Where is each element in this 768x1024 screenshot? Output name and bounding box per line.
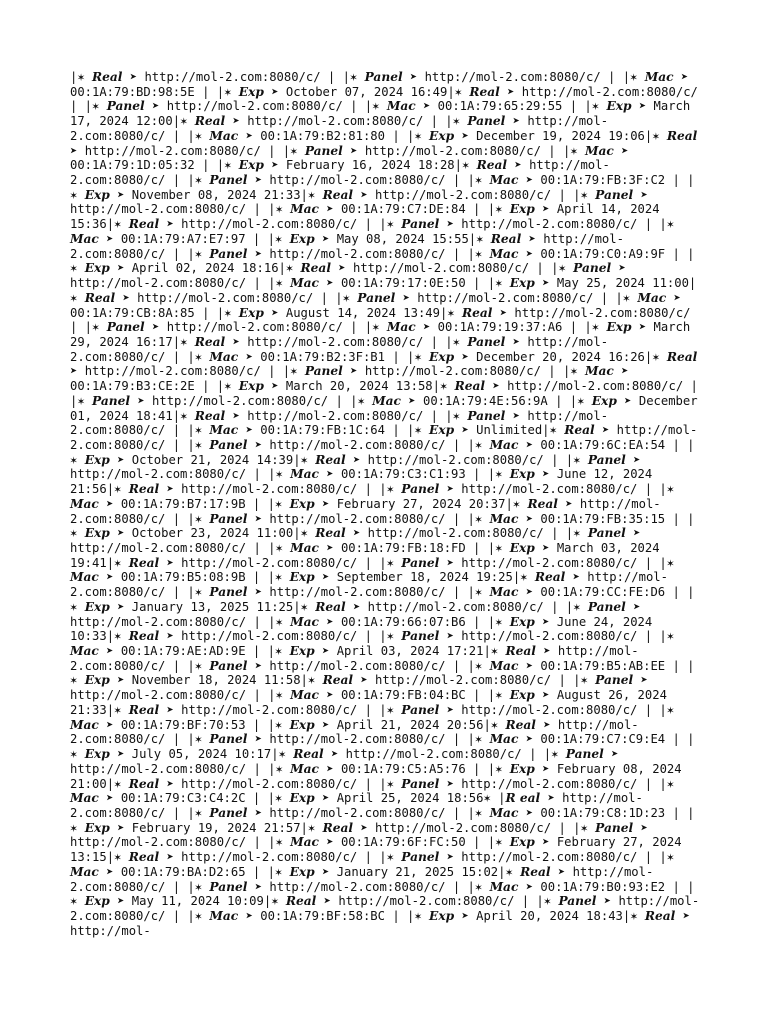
server-url-link[interactable]: http://mol-2.com:8080/c/ bbox=[375, 673, 552, 688]
panel-label: Panel bbox=[401, 702, 440, 717]
panel-label: Panel bbox=[401, 850, 440, 865]
panel-label: Panel bbox=[587, 526, 626, 541]
real-label: Real bbox=[128, 555, 160, 570]
expiry-date: April 02, 2024 18:16 bbox=[131, 261, 279, 276]
exp-label: Exp bbox=[289, 644, 315, 659]
real-label: Real bbox=[315, 599, 346, 614]
server-url-link[interactable]: http://mol-2.com:8080/c/ bbox=[181, 555, 358, 570]
exp-label: Exp bbox=[84, 261, 110, 276]
exp-label: Exp bbox=[289, 717, 315, 732]
mac-label: Mac bbox=[70, 717, 99, 732]
server-url-link[interactable]: http://mol-2.com:8080/c/ bbox=[514, 305, 691, 320]
panel-label: Panel bbox=[587, 452, 626, 467]
real-label: Real bbox=[315, 526, 346, 541]
mac-label: Mac bbox=[290, 467, 319, 482]
mac-label: Mac bbox=[386, 320, 416, 335]
expiry-date: October 21, 2024 14:39 bbox=[131, 452, 294, 467]
panel-label: Panel bbox=[357, 290, 396, 305]
panel-label: Panel bbox=[467, 408, 506, 423]
server-url-link[interactable]: http://mol-2.com:8080/c/ bbox=[70, 791, 643, 820]
panel-url-link[interactable]: http://mol-2.com:8080/c/ bbox=[70, 894, 700, 923]
real-label: Real bbox=[194, 334, 226, 349]
expiry-date: June 12, 2024 21:56 bbox=[70, 467, 653, 497]
mac-label: Mac bbox=[290, 541, 319, 555]
expiry-date: March 29, 2024 16:17 bbox=[70, 320, 691, 349]
real-label: Real bbox=[128, 217, 160, 232]
mac-address: 00:1A:79:C0:A9:9F bbox=[540, 246, 666, 261]
server-url-link[interactable]: http://mol-2.com:8080/c/ bbox=[70, 717, 639, 747]
server-url-link[interactable]: http://mol-2.com:8080/c/ bbox=[345, 747, 522, 762]
real-label: Real bbox=[128, 776, 160, 791]
expiry-date: April 21, 2024 20:56 bbox=[336, 717, 484, 732]
exp-label: Exp bbox=[238, 305, 264, 320]
panel-url-link[interactable]: http://mol-2.com:8080/c/ bbox=[70, 467, 247, 482]
exp-label: Exp bbox=[509, 202, 535, 217]
exp-label: Exp bbox=[429, 908, 455, 923]
expiry-date: December 01, 2024 18:41 bbox=[70, 393, 698, 423]
panel-url-link[interactable]: http://mol-2.com:8080/c/ bbox=[70, 688, 247, 703]
mac-address: 00:1A:79:AE:AD:9E bbox=[120, 644, 246, 659]
server-url-link[interactable]: http://mol-2.com:8080/c/ bbox=[70, 231, 624, 261]
exp-label: Exp bbox=[84, 747, 110, 762]
panel-label: Panel bbox=[595, 820, 634, 835]
server-url-link[interactable]: http://mol-2.com:8080/c/ bbox=[507, 379, 684, 394]
expiry-date: August 26, 2024 21:33 bbox=[70, 688, 667, 717]
panel-url-link[interactable]: http://mol-2.com:8080/c/ bbox=[70, 276, 247, 291]
mac-label: Mac bbox=[489, 173, 519, 188]
mac-address: 00:1A:79:BA:D2:65 bbox=[120, 864, 246, 879]
exp-label: Exp bbox=[84, 187, 110, 202]
mac-address: 00:1A:79:C5:A5:76 bbox=[340, 761, 466, 776]
mac-address: 00:1A:79:6F:FC:50 bbox=[340, 835, 466, 850]
expiry-date: February 19, 2024 21:57 bbox=[131, 820, 301, 835]
mac-address: 00:1A:79:C8:1D:23 bbox=[540, 805, 666, 820]
expiry-date: February 16, 2024 18:28 bbox=[285, 158, 455, 173]
expiry-date: February 27, 2024 20:37 bbox=[336, 496, 506, 511]
mac-label: Mac bbox=[70, 791, 99, 806]
real-label: R eal bbox=[505, 791, 541, 806]
panel-url-link[interactable]: http://mol-2.com:8080/c/ bbox=[70, 334, 609, 364]
real-label: Real bbox=[322, 673, 353, 688]
expiry-date: February 27, 2024 13:15 bbox=[70, 835, 682, 865]
exp-label: Exp bbox=[84, 452, 110, 467]
real-label: Real bbox=[322, 187, 353, 202]
panel-url-link[interactable]: http://mol-2.com:8080/c/ bbox=[269, 511, 446, 526]
exp-label: Exp bbox=[84, 599, 110, 614]
mac-label: Mac bbox=[70, 864, 99, 879]
panel-url-link[interactable]: http://mol-2.com:8080/c/ bbox=[461, 555, 638, 570]
expiry-date: July 05, 2024 10:17 bbox=[131, 747, 272, 762]
real-label: Real bbox=[454, 379, 486, 394]
mac-label: Mac bbox=[644, 70, 674, 84]
expiry-date: June 24, 2024 10:33 bbox=[70, 614, 653, 644]
mac-address: 00:1A:79:B2:3F:B1 bbox=[260, 349, 385, 364]
mac-address: 00:1A:79:17:0E:50 bbox=[340, 276, 466, 291]
mac-label: Mac bbox=[489, 658, 519, 673]
mac-address: 00:1A:79:C3:C4:2C bbox=[120, 791, 246, 806]
server-url-link[interactable]: http://mol-2.com:8080/c/ bbox=[521, 84, 698, 99]
panel-label: Panel bbox=[401, 555, 440, 570]
mac-label: Mac bbox=[209, 423, 239, 438]
expiry-date: December 19, 2024 19:06 bbox=[476, 128, 645, 143]
server-url-link[interactable]: http://mol-2.com:8080/c/ bbox=[70, 423, 698, 452]
panel-url-link[interactable]: http://mol-2.com:8080/c/ bbox=[70, 614, 247, 629]
panel-label: Panel bbox=[587, 599, 626, 614]
exp-label: Exp bbox=[429, 349, 455, 364]
real-label: Real bbox=[469, 84, 500, 99]
panel-label: Panel bbox=[558, 894, 597, 909]
expiry-date: February 08, 2024 21:00 bbox=[70, 761, 682, 791]
server-url-link[interactable]: http://mol-2.com:8080/c/ bbox=[367, 526, 544, 541]
real-label: Real bbox=[128, 702, 160, 717]
mac-address: 00:1A:79:B7:17:9B bbox=[120, 496, 246, 511]
mac-label: Mac bbox=[290, 761, 319, 776]
panel-url-link[interactable]: http://mol-2.com:8080/c/ bbox=[70, 835, 247, 850]
mac-label: Mac bbox=[290, 276, 319, 291]
mac-address: 00:1A:79:FB:3F:C2 bbox=[540, 173, 666, 188]
panel-label: Panel bbox=[106, 99, 145, 114]
panel-url-link[interactable]: http://mol-2.com:8080/c/ bbox=[70, 541, 247, 555]
real-label: Real bbox=[128, 482, 160, 497]
server-url-link[interactable]: http://mol-2.com:8080/c/ bbox=[375, 187, 552, 202]
server-url-link[interactable]: http://mol-2.com:8080/c/ bbox=[144, 70, 321, 84]
real-label: Real bbox=[128, 850, 160, 865]
mac-label: Mac bbox=[70, 496, 99, 511]
panel-url-link[interactable]: http://mol-2.com:8080/c/ bbox=[424, 70, 601, 84]
panel-label: Panel bbox=[467, 334, 506, 349]
expiry-date: March 20, 2024 13:58 bbox=[285, 379, 433, 394]
panel-url-link[interactable]: http://mol-2.com:8080/c/ bbox=[461, 776, 638, 791]
panel-label: Panel bbox=[595, 187, 634, 202]
mac-address: 00:1A:79:BF:58:BC bbox=[260, 908, 385, 923]
panel-url-link[interactable]: http://mol-2.com:8080/c/ bbox=[269, 246, 446, 261]
server-url-link[interactable]: http://mol-2.com:8080/c/ bbox=[247, 334, 424, 349]
real-label: Real bbox=[476, 158, 508, 173]
mac-address: 00:1A:79:C7:C9:E4 bbox=[540, 732, 666, 747]
exp-label: Exp bbox=[84, 673, 110, 688]
panel-label: Panel bbox=[401, 629, 440, 644]
expiry-date: March 03, 2024 19:41 bbox=[70, 541, 660, 570]
expiry-date: October 23, 2024 11:00 bbox=[131, 526, 294, 541]
exp-label: Exp bbox=[606, 320, 632, 335]
panel-label: Panel bbox=[467, 114, 506, 129]
panel-url-link[interactable]: http://mol-2.com:8080/c/ bbox=[461, 629, 638, 644]
panel-url-link[interactable]: http://mol-2.com:8080/c/ bbox=[364, 143, 541, 158]
mac-label: Mac bbox=[489, 585, 519, 600]
mac-label: Mac bbox=[489, 732, 519, 747]
expiry-date: August 14, 2024 13:49 bbox=[285, 305, 440, 320]
expiry-date: March 17, 2024 12:00 bbox=[70, 99, 691, 129]
mac-address: 00:1A:79:4E:56:9A bbox=[422, 393, 548, 408]
server-url-link[interactable]: http://mol-2.com:8080/c/ bbox=[367, 599, 544, 614]
real-label: Real bbox=[300, 261, 331, 276]
trailing-url-fragment[interactable]: http://mol- bbox=[70, 923, 151, 938]
real-label: Real bbox=[644, 908, 676, 923]
exp-label: Exp bbox=[429, 423, 455, 438]
mac-label: Mac bbox=[290, 614, 319, 629]
panel-label: Panel bbox=[565, 747, 604, 762]
panel-label: Panel bbox=[304, 143, 343, 158]
real-label: Real bbox=[128, 629, 160, 644]
server-url-link[interactable]: http://mol-2.com:8080/c/ bbox=[338, 894, 515, 909]
expiry-date: April 03, 2024 17:21 bbox=[336, 644, 484, 659]
panel-label: Panel bbox=[401, 217, 440, 232]
server-url-link[interactable]: http://mol-2.com:8080/c/ bbox=[70, 158, 610, 188]
panel-label: Panel bbox=[401, 776, 440, 791]
mac-label: Mac bbox=[584, 364, 614, 379]
mac-address: 00:1A:79:19:37:A6 bbox=[437, 320, 563, 335]
mac-address: 00:1A:79:BF:70:53 bbox=[120, 717, 246, 732]
exp-label: Exp bbox=[238, 84, 264, 99]
panel-url-link[interactable]: http://mol-2.com:8080/c/ bbox=[70, 408, 609, 438]
real-label: Real bbox=[505, 717, 536, 732]
server-url-link[interactable]: http://mol-2.com:8080/c/ bbox=[181, 702, 358, 717]
panel-label: Panel bbox=[209, 658, 248, 673]
mac-label: Mac bbox=[489, 246, 519, 261]
panel-url-link[interactable]: http://mol-2.com:8080/c/ bbox=[269, 437, 446, 452]
server-url-link[interactable]: http://mol-2.com:8080/c/ bbox=[70, 644, 639, 673]
panel-label: Panel bbox=[209, 732, 248, 747]
exp-label: Exp bbox=[591, 393, 617, 408]
exp-label: Exp bbox=[84, 526, 110, 541]
exp-label: Exp bbox=[289, 864, 315, 879]
panel-label: Panel bbox=[209, 437, 248, 452]
panel-url-link[interactable]: http://mol-2.com:8080/c/ bbox=[461, 482, 638, 497]
real-label: Real bbox=[666, 128, 698, 143]
mac-address: 00:1A:79:CB:8A:85 bbox=[70, 305, 195, 320]
panel-label: Panel bbox=[304, 364, 343, 379]
mac-address: 00:1A:79:FB:1C:64 bbox=[260, 423, 385, 438]
panel-url-link[interactable]: http://mol-2.com:8080/c/ bbox=[70, 761, 247, 776]
mac-address: 00:1A:79:66:07:B6 bbox=[340, 614, 466, 629]
panel-label: Panel bbox=[401, 482, 440, 497]
server-url-link[interactable]: http://mol-2.com:8080/c/ bbox=[181, 629, 358, 644]
mac-label: Mac bbox=[637, 290, 667, 305]
mac-label: Mac bbox=[489, 437, 519, 452]
mac-label: Mac bbox=[209, 908, 239, 923]
mac-address: 00:1A:79:B2:81:80 bbox=[260, 128, 385, 143]
exp-label: Exp bbox=[84, 820, 110, 835]
mac-address: 00:1A:79:A7:E7:97 bbox=[120, 231, 246, 246]
expiry-date: January 13, 2025 11:25 bbox=[131, 599, 294, 614]
mac-label: Mac bbox=[70, 644, 99, 659]
exp-label: Exp bbox=[289, 231, 315, 246]
real-label: Real bbox=[505, 644, 536, 659]
exp-label: Exp bbox=[509, 835, 535, 850]
exp-label: Exp bbox=[238, 379, 264, 394]
mac-address: 00:1A:79:B5:08:9B bbox=[120, 570, 246, 585]
panel-label: Panel bbox=[595, 673, 634, 688]
panel-url-link[interactable]: http://mol-2.com:8080/c/ bbox=[269, 732, 446, 747]
panel-url-link[interactable]: http://mol-2.com:8080/c/ bbox=[70, 114, 609, 143]
mac-label: Mac bbox=[489, 805, 519, 820]
expiry-date: April 14, 2024 15:36 bbox=[70, 202, 660, 232]
expiry-date: October 07, 2024 16:49 bbox=[285, 84, 448, 99]
panel-label: Panel bbox=[92, 393, 130, 408]
server-url-link[interactable]: http://mol-2.com:8080/c/ bbox=[70, 864, 654, 894]
mac-label: Mac bbox=[489, 879, 519, 894]
panel-url-link[interactable]: http://mol-2.com:8080/c/ bbox=[269, 879, 446, 894]
expiry-date: April 25, 2024 18:56 bbox=[336, 791, 484, 806]
mac-label: Mac bbox=[209, 128, 239, 143]
panel-url-link[interactable]: http://mol-2.com:8080/c/ bbox=[152, 393, 329, 408]
expiry-date: December 20, 2024 16:26 bbox=[476, 349, 645, 364]
mac-address: 00:1A:79:65:29:55 bbox=[437, 99, 563, 114]
exp-label: Exp bbox=[289, 496, 315, 511]
real-label: Real bbox=[92, 70, 123, 84]
expiry-date: January 21, 2025 15:02 bbox=[336, 864, 499, 879]
server-url-link[interactable]: http://mol-2.com:8080/c/ bbox=[247, 408, 424, 423]
exp-label: Exp bbox=[429, 128, 455, 143]
expiry-date: May 11, 2024 10:09 bbox=[131, 894, 264, 909]
panel-label: Panel bbox=[209, 511, 248, 526]
mac-address: 00:1A:79:FB:35:15 bbox=[540, 511, 666, 526]
mac-address: 00:1A:79:C7:DE:84 bbox=[340, 202, 466, 217]
server-url-link[interactable]: http://mol-2.com:8080/c/ bbox=[367, 452, 544, 467]
panel-url-link[interactable]: http://mol-2.com:8080/c/ bbox=[269, 585, 446, 600]
mac-address: 00:1A:79:FB:18:FD bbox=[340, 541, 466, 555]
mac-address: 00:1A:79:BD:98:5E bbox=[70, 84, 195, 99]
real-label: Real bbox=[322, 820, 353, 835]
server-url-link[interactable]: http://mol-2.com:8080/c/ bbox=[84, 364, 261, 379]
mac-address: 00:1A:79:B5:AB:EE bbox=[540, 658, 666, 673]
real-label: Real bbox=[84, 290, 116, 305]
real-label: Real bbox=[315, 452, 346, 467]
panel-label: Panel bbox=[209, 246, 248, 261]
panel-url-link[interactable]: http://mol-2.com:8080/c/ bbox=[166, 99, 343, 114]
panel-label: Panel bbox=[209, 805, 248, 820]
server-url-link[interactable]: http://mol-2.com:8080/c/ bbox=[181, 482, 358, 497]
exp-label: Exp bbox=[289, 791, 315, 806]
expiry-date: May 25, 2024 11:00 bbox=[556, 276, 689, 291]
real-label: Real bbox=[666, 349, 698, 364]
real-label: Real bbox=[194, 408, 226, 423]
panel-label: Panel bbox=[573, 261, 612, 276]
mac-label: Mac bbox=[70, 231, 99, 246]
expiry-date: November 18, 2024 11:58 bbox=[131, 673, 301, 688]
expiry-date: May 08, 2024 15:55 bbox=[336, 231, 469, 246]
server-url-link[interactable]: http://mol-2.com:8080/c/ bbox=[247, 114, 424, 129]
exp-label: Exp bbox=[509, 688, 535, 703]
exp-label: Exp bbox=[509, 614, 535, 629]
exp-label: Exp bbox=[509, 276, 535, 291]
exp-label: Exp bbox=[238, 158, 264, 173]
exp-label: Exp bbox=[509, 761, 535, 776]
mac-address: 00:1A:79:C3:C1:93 bbox=[340, 467, 466, 482]
mac-address: 00:1A:79:B3:CE:2E bbox=[70, 379, 195, 394]
exp-label: Exp bbox=[84, 894, 110, 909]
panel-label: Panel bbox=[209, 173, 248, 188]
mac-address: 00:1A:79:1D:05:32 bbox=[70, 158, 195, 173]
expiry-date: April 20, 2024 18:43 bbox=[476, 908, 623, 923]
real-label: Real bbox=[527, 496, 558, 511]
real-label: Real bbox=[520, 864, 551, 879]
mac-label: Mac bbox=[290, 835, 319, 850]
panel-label: Panel bbox=[364, 70, 403, 84]
mac-label: Mac bbox=[584, 143, 614, 158]
real-label: Real bbox=[194, 114, 226, 129]
real-label: Real bbox=[564, 423, 595, 438]
mac-address: 00:1A:79:CC:FE:D6 bbox=[540, 585, 666, 600]
mac-label: Mac bbox=[386, 99, 416, 114]
mac-address: 00:1A:79:6C:EA:54 bbox=[540, 437, 666, 452]
panel-label: Panel bbox=[209, 879, 248, 894]
expiry-date: Unlimited bbox=[476, 423, 543, 438]
panel-url-link[interactable]: http://mol-2.com:8080/c/ bbox=[269, 658, 446, 673]
panel-url-link[interactable]: http://mol-2.com:8080/c/ bbox=[269, 805, 446, 820]
real-label: Real bbox=[461, 305, 493, 320]
expiry-date: September 18, 2024 19:25 bbox=[336, 570, 513, 585]
panel-url-link[interactable]: http://mol-2.com:8080/c/ bbox=[417, 290, 594, 305]
panel-url-link[interactable]: http://mol-2.com:8080/c/ bbox=[364, 364, 541, 379]
real-label: Real bbox=[293, 747, 324, 762]
real-label: Real bbox=[285, 894, 317, 909]
panel-label: Panel bbox=[106, 320, 145, 335]
exp-label: Exp bbox=[289, 570, 315, 585]
real-label: Real bbox=[490, 231, 522, 246]
mac-label: Mac bbox=[372, 393, 401, 408]
panel-url-link[interactable]: http://mol-2.com:8080/c/ bbox=[461, 217, 638, 232]
panel-url-link[interactable]: http://mol-2.com:8080/c/ bbox=[269, 173, 446, 188]
server-url-link[interactable]: http://mol-2.com:8080/c/ bbox=[352, 261, 530, 276]
expiry-date: November 08, 2024 21:33 bbox=[131, 187, 301, 202]
real-label: Real bbox=[534, 570, 566, 585]
mac-label: Mac bbox=[70, 570, 99, 585]
exp-label: Exp bbox=[509, 467, 535, 482]
mac-address: 00:1A:79:FB:04:BC bbox=[340, 688, 466, 703]
server-url-link[interactable]: http://mol-2.com:8080/c/ bbox=[70, 496, 661, 526]
panel-url-link[interactable]: http://mol-2.com:8080/c/ bbox=[461, 702, 638, 717]
document-body: |✶ Real ➤ http://mol-2.com:8080/c/ | |✶ Panel ➤ http://mol-2.com:8080/c/ | |✶ Mac ➤ 00:1A:79:BD:98:5E | |✶ Exp ➤ October 07, 2024 16:49|✶ Real ➤ http://mol-2.com:8080/c/ | |✶ Panel ➤ http://mol-2.com:8080/c/ | |✶ Mac ➤ 00:1A:79:65:29:55 | |✶ Exp ➤ March 17, 2024 12:00|✶ Real ➤ http://mol-2.com:8080/c/ | |✶ Panel ➤ http://mol-2.com:8080/c/ | |✶ Mac ➤ 00:1A:79:B2:81:80 | |✶ Exp ➤ December 19, 2024 19:06|✶ Real ➤ http://mol-2.com:8080/c/ | |✶ Panel ➤ http://mol-2.com:8080/c/ | |✶ Mac ➤ 00:1A:79:1D:05:32 | |✶ Exp ➤ February 16, 2024 18:28|✶ Real ➤ http://mol-2.com:8080/c/ | |✶ Panel ➤ http://mol-2.com:8080/c/ | |✶ Mac ➤ 00:1A:79:FB:3F:C2 | |✶ Exp ➤ November 08, 2024 21:33|✶ Real ➤ http://mol-2.com:8080/c/ | |✶ Panel ➤ http://mol-2.com:8080/c/ | |✶ Mac ➤ 00:1A:79:C7:DE:84 | |✶ Exp ➤ April 14, 2024 15:36|✶ Real ➤ http://mol-2.com:8080/c/ | |✶ Panel ➤ http://mol-2.com:8080/c/ | |✶ Mac ➤ 00:1A:79:A7:E7:97 | |✶ Exp ➤ May 08, 2024 15:55|✶ Real ➤ http://mol-2.com:8080/c/ | |✶ Panel ➤ http://mol-2.com:8080/c/ | |✶ Mac ➤ 00:1A:79:C0:A9:9F | |✶ Exp ➤ April 02, 2024 18:16|✶ Real ➤ http://mol-2.com:8080/c/ | |✶ Panel ➤ http://mol-2.com:8080/c/ | |✶ Mac ➤ 00:1A:79:17:0E:50 | |✶ Exp ➤ May 25, 2024 11:00|✶ Real ➤ http://mol-2.com:8080/c/ | |✶ Panel ➤ http://mol-2.com:8080/c/ | |✶ Mac ➤ 00:1A:79:CB:8A:85 | |✶ Exp ➤ August 14, 2024 13:49|✶ Real ➤ http://mol-2.com:8080/c/ | |✶ Panel ➤ http://mol-2.com:8080/c/ | |✶ Mac ➤ 00:1A:79:19:37:A6 | |✶ Exp ➤ March 29, 2024 16:17|✶ Real ➤ http://mol-2.com:8080/c/ | |✶ Panel ➤ http://mol-2.com:8080/c/ | |✶ Mac ➤ 00:1A:79:B2:3F:B1 | |✶ Exp ➤ December 20, 2024 16:26|✶ Real ➤ http://mol-2.com:8080/c/ | |✶ Panel ➤ http://mol-2.com:8080/c/ | |✶ Mac ➤ 00:1A:79:B3:CE:2E | |✶ Exp ➤ March 20, 2024 13:58|✶ Real ➤ http://mol-2.com:8080/c/ | |✶ Panel ➤ http://mol-2.com:8080/c/ | |✶ Mac ➤ 00:1A:79:4E:56:9A | |✶ Exp ➤ December 01, 2024 18:41|✶ Real ➤ http://mol-2.com:8080/c/ | |✶ Panel ➤ http://mol-2.com:8080/c/ | |✶ Mac ➤ 00:1A:79:FB:1C:64 | |✶ Exp ➤ Unlimited|✶ Real ➤ http://mol-2.com:8080/c/ | |✶ Panel ➤ http://mol-2.com:8080/c/ | |✶ Mac ➤ 00:1A:79:6C:EA:54 | |✶ Exp ➤ October 21, 2024 14:39|✶ Real ➤ http://mol-2.com:8080/c/ | |✶ Panel ➤ http://mol-2.com:8080/c/ | |✶ Mac ➤ 00:1A:79:C3:C1:93 | |✶ Exp ➤ June 12, 2024 21:56|✶ Real ➤ http://mol-2.com:8080/c/ | |✶ Panel ➤ http://mol-2.com:8080/c/ | |✶ Mac ➤ 00:1A:79:B7:17:9B | |✶ Exp ➤ February 27, 2024 20:37|✶ Real ➤ http://mol-2.com:8080/c/ | |✶ Panel ➤ http://mol-2.com:8080/c/ | |✶ Mac ➤ 00:1A:79:FB:35:15 | |✶ Exp ➤ October 23, 2024 11:00|✶ Real ➤ http://mol-2.com:8080/c/ | |✶ Panel ➤ http://mol-2.com:8080/c/ | |✶ Mac ➤ 00:1A:79:FB:18:FD | |✶ Exp ➤ March 03, 2024 19:41|✶ Real ➤ http://mol-2.com:8080/c/ | |✶ Panel ➤ http://mol-2.com:8080/c/ | |✶ Mac ➤ 00:1A:79:B5:08:9B | |✶ Exp ➤ September 18, 2024 19:25|✶ Real ➤ http://mol-2.com:8080/c/ | |✶ Panel ➤ http://mol-2.com:8080/c/ | |✶ Mac ➤ 00:1A:79:CC:FE:D6 | |✶ Exp ➤ January 13, 2025 11:25|✶ Real ➤ http://mol-2.com:8080/c/ | |✶ Panel ➤ http://mol-2.com:8080/c/ | |✶ Mac ➤ 00:1A:79:66:07:B6 | |✶ Exp ➤ June 24, 2024 10:33|✶ Real ➤ http://mol-2.com:8080/c/ | |✶ Panel ➤ http://mol-2.com:8080/c/ | |✶ Mac ➤ 00:1A:79:AE:AD:9E | |✶ Exp ➤ April 03, 2024 17:21|✶ Real ➤ http://mol-2.com:8080/c/ | |✶ Panel ➤ http://mol-2.com:8080/c/ | |✶ Mac ➤ 00:1A:79:B5:AB:EE | |✶ Exp ➤ November 18, 2024 11:58|✶ Real ➤ http://mol-2.com:8080/c/ | |✶ Panel ➤ http://mol-2.com:8080/c/ | |✶ Mac ➤ 00:1A:79:FB:04:BC | |✶ Exp ➤ August 26, 2024 21:33|✶ Real ➤ http://mol-2.com:8080/c/ | |✶ Panel ➤ http://mol-2.com:8080/c/ | |✶ Mac ➤ 00:1A:79:BF:70:53 | |✶ Exp ➤ April 21, 2024 20:56|✶ Real ➤ http://mol-2.com:8080/c/ | |✶ Panel ➤ http://mol-2.com:8080/c/ | |✶ Mac ➤ 00:1A:79:C7:C9:E4 | |✶ Exp ➤ July 05, 2024 10:17|✶ Real ➤ http://mol-2.com:8080/c/ | |✶ Panel ➤ http://mol-2.com:8080/c/ | |✶ Mac ➤ 00:1A:79:C5:A5:76 | |✶ Exp ➤ February 08, 2024 21:00|✶ Real ➤ http://mol-2.com:8080/c/ | |✶ Panel ➤ http://mol-2.com:8080/c/ | |✶ Mac ➤ 00:1A:79:C3:C4:2C | |✶ Exp ➤ April 25, 2024 18:56✶ |R eal ➤ http://mol-2.com:8080/c/ | |✶ Panel ➤ http://mol-2.com:8080/c/ | |✶ Mac ➤ 00:1A:79:C8:1D:23 | |✶ Exp ➤ February 19, 2024 21:57|✶ Real ➤ http://mol-2.com:8080/c/ | |✶ Panel ➤ http://mol-2.com:8080/c/ | |✶ Mac ➤ 00:1A:79:6F:FC:50 | |✶ Exp ➤ February 27, 2024 13:15|✶ Real ➤ http://mol-2.com:8080/c/ | |✶ Panel ➤ http://mol-2.com:8080/c/ | |✶ Mac ➤ 00:1A:79:BA:D2:65 | |✶ Exp ➤ January 21, 2025 15:02|✶ Real ➤ http://mol-2.com:8080/c/ | |✶ Panel ➤ http://mol-2.com:8080/c/ | |✶ Mac ➤ 00:1A:79:B0:93:E2 | |✶ Exp ➤ May 11, 2024 10:09|✶ Real ➤ http://mol-2.com:8080/c/ | |✶ Panel ➤ http://mol-2.com:8080/c/ | |✶ Mac ➤ 00:1A:79:BF:58:BC | |✶ Exp ➤ April 20, 2024 18:43|✶ Real ➤ http://mol- bbox=[70, 70, 700, 938]
mac-label: Mac bbox=[290, 688, 319, 703]
mac-label: Mac bbox=[489, 511, 519, 526]
panel-label: Panel bbox=[209, 585, 248, 600]
panel-url-link[interactable]: http://mol-2.com:8080/c/ bbox=[70, 202, 247, 217]
server-url-link[interactable]: http://mol-2.com:8080/c/ bbox=[84, 143, 261, 158]
server-url-link[interactable]: http://mol-2.com:8080/c/ bbox=[181, 217, 358, 232]
panel-url-link[interactable]: http://mol-2.com:8080/c/ bbox=[461, 850, 638, 865]
server-url-link[interactable]: http://mol-2.com:8080/c/ bbox=[181, 850, 358, 865]
exp-label: Exp bbox=[509, 541, 535, 555]
server-url-link[interactable]: http://mol-2.com:8080/c/ bbox=[137, 290, 314, 305]
exp-label: Exp bbox=[606, 99, 632, 114]
mac-label: Mac bbox=[290, 202, 319, 217]
server-url-link[interactable]: http://mol-2.com:8080/c/ bbox=[181, 776, 358, 791]
server-url-link[interactable]: http://mol-2.com:8080/c/ bbox=[70, 570, 668, 600]
mac-label: Mac bbox=[209, 349, 239, 364]
mac-address: 00:1A:79:B0:93:E2 bbox=[540, 879, 666, 894]
panel-url-link[interactable]: http://mol-2.com:8080/c/ bbox=[166, 320, 343, 335]
server-url-link[interactable]: http://mol-2.com:8080/c/ bbox=[375, 820, 552, 835]
